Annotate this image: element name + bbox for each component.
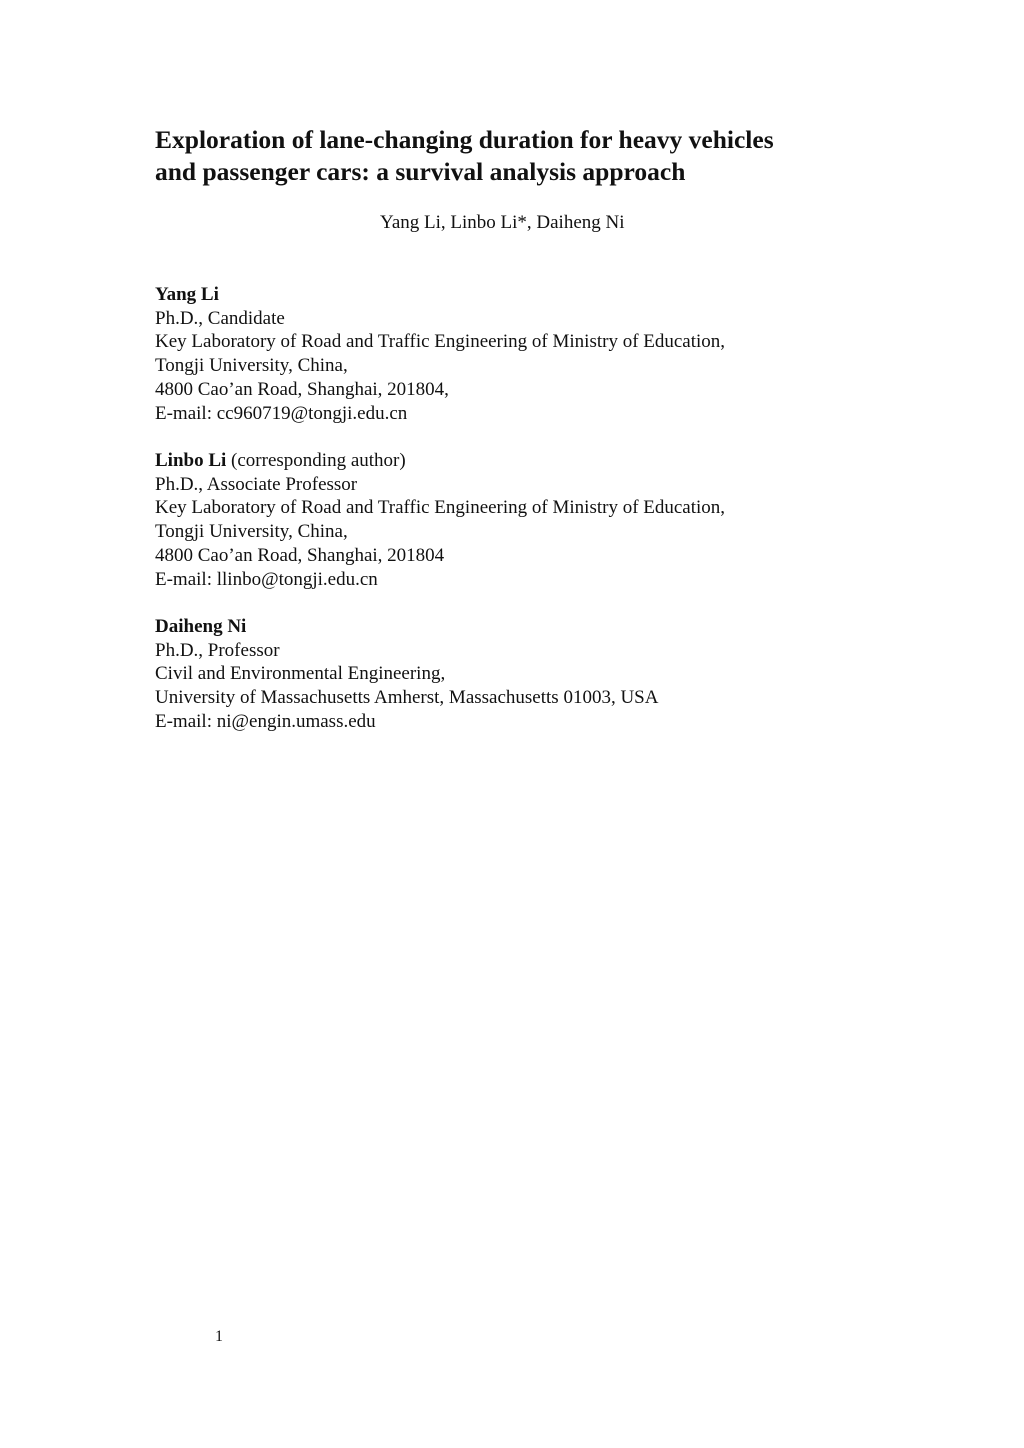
author-name: Daiheng Ni <box>155 616 247 637</box>
author-heading <box>155 283 915 307</box>
author-email: E-mail: ni@engin.umass.edu <box>155 710 376 732</box>
page-number: 1 <box>215 1328 223 1345</box>
title-line-2: and passenger cars: a survival analysis approach <box>155 157 686 186</box>
author-email: E-mail: cc960719@tongji.edu.cn <box>155 402 408 424</box>
author-block-yang-li <box>155 283 915 425</box>
author-department: Civil and Environmental Engineering, <box>155 663 446 685</box>
author-position: Ph.D., Professor <box>155 639 280 661</box>
author-email: E-mail: llinbo@tongji.edu.cn <box>155 568 378 590</box>
paper-title <box>155 124 915 188</box>
author-address: 4800 Cao’an Road, Shanghai, 201804 <box>155 544 445 566</box>
author-list: Yang Li, Linbo Li*, Daiheng Ni <box>380 212 625 233</box>
author-institution: Tongji University, China, <box>155 521 348 543</box>
author-heading <box>155 449 915 473</box>
author-position: Ph.D., Associate Professor <box>155 473 358 495</box>
author-name: Linbo Li <box>155 450 227 471</box>
author-block-daiheng-ni <box>155 615 915 734</box>
title-line-1: Exploration of lane-changing duration for heavy vehicles <box>155 125 774 154</box>
author-affiliation: Key Laboratory of Road and Traffic Engineering of Ministry of Education, <box>155 497 726 519</box>
author-block-linbo-li <box>155 449 915 591</box>
author-note: (corresponding author) <box>226 450 406 471</box>
author-institution: Tongji University, China, <box>155 355 348 377</box>
author-institution: University of Massachusetts Amherst, Massachusetts 01003, USA <box>155 687 659 709</box>
author-affiliation: Key Laboratory of Road and Traffic Engineering of Ministry of Education, <box>155 331 726 353</box>
author-heading <box>155 615 915 639</box>
author-position: Ph.D., Candidate <box>155 307 285 329</box>
author-name: Yang Li <box>155 284 219 305</box>
author-address: 4800 Cao’an Road, Shanghai, 201804, <box>155 378 449 400</box>
